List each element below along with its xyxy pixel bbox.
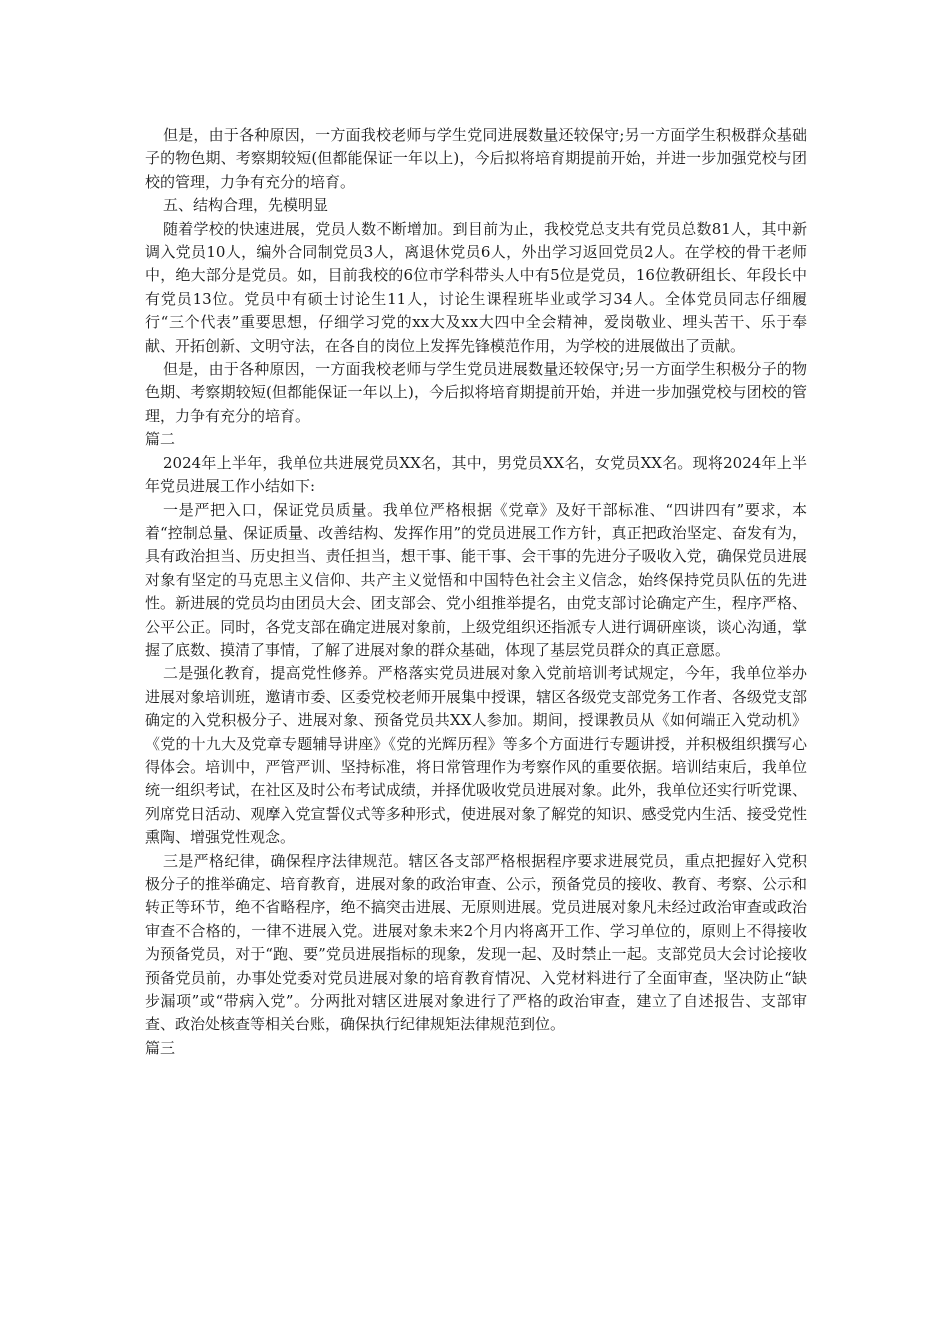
- paragraph: 二是强化教育，提高党性修养。严格落实党员进展对象入党前培训考试规定，今年，我单位举办进展对象培训班，邀请市委、区委党校老师开展集中授课，辖区各级党支部党务工作者、各级党支部确定的入党积极分子、进展对象、预备党员共XX人参加。期间，授课教员从《如何端正入党动机》《党的十九大及党章专题辅导讲座》《党的光辉历程》等多个方面进行专题讲授，并积极组织撰写心得体会。培训中，严管严训、坚持标准，将日常管理作为考察作风的重要依据。培训结束后，我单位统一组织考试，在社区及时公布考试成绩，并择优吸收党员进展对象。此外，我单位还实行听党课、列席党日活动、观摩入党宣誓仪式等多种形式，使进展对象了解党的知识、感受党内生活、接受党性熏陶、增强党性观念。: [145, 664, 807, 847]
- paragraph: 但是，由于各种原因，一方面我校老师与学生党同进展数量还较保守;另一方面学生积极群众基础子的物色期、考察期较短(但都能保证一年以上)，今后拟将培育期提前开始，并进一步加强党校与团校的管理，力争有充分的培育。: [145, 126, 807, 191]
- paragraph: 随着学校的快速进展，党员人数不断增加。到目前为止，我校党总支共有党员总数81人，其中新调入党员10人，编外合同制党员3人，离退休党员6人，外出学习返回党员2人。在学校的骨干老师中，绝大部分是党员。如，目前我校的6位市学科带头人中有5位是党员，16位教研组长、年段长中有党员13位。党员中有硕士讨论生11人，讨论生课程班毕业或学习34人。全体党员同志仔细履行“三个代表”重要思想，仔细学习党的xx大及xx大四中全会精神，爱岗敬业、埋头苦干、乐于奉献、开拓创新、文明守法，在各自的岗位上发挥先锋模范作用，为学校的进展做出了贡献。: [145, 219, 807, 355]
- section-heading-structure: 五、结构合理，先模明显: [163, 196, 329, 215]
- paragraph: 但是，由于各种原因，一方面我校老师与学生党员进展数量还较保守;另一方面学生积极分子的物色期、考察期较短(但都能保证一年以上)，今后拟将培育期提前开始，并进一步加强党校与团校的管理，力争有充分的培育。: [145, 360, 807, 425]
- paragraph: 三是严格纪律，确保程序法律规范。辖区各支部严格根据程序要求进展党员，重点把握好入党积极分子的推举确定、培育教育，进展对象的政治审查、公示，预备党员的接收、教育、考察、公示和转正等环节，绝不省略程序，绝不搞突击进展、无原则进展。党员进展对象凡未经过政治审查或政治审查不合格的，一律不进展入党。进展对象未来2个月内将离开工作、学习单位的，原则上不得接收为预备党员，对于“跑、要”党员进展指标的现象，发现一起、及时禁止一起。支部党员大会讨论接收预备党员前，办事处党委对党员进展对象的培育教育情况、入党材料进行了全面审查，坚决防止“缺步漏项”或“带病入党”。分两批对辖区进展对象进行了严格的政治审查，建立了自述报告、支部审查、政治处核查等相关台账，确保执行纪律规矩法律规范到位。: [145, 851, 807, 1034]
- document-body: [145, 124, 807, 1060]
- paragraph: 一是严把入口，保证党员质量。我单位严格根据《党章》及好干部标准、“四讲四有”要求，本着“控制总量、保证质量、改善结构、发挥作用”的党员进展工作方针，真正把政治坚定、奋发有为，具有政治担当、历史担当、责任担当，想干事、能干事、会干事的先进分子吸收入党，确保党员进展对象有坚定的马克思主义信仰、共产主义觉悟和中国特色社会主义信念，始终保持党员队伍的先进性。新进展的党员均由团员大会、团支部会、党小组推举提名，由党支部讨论确定产生，程序严格、公平公正。同时，各党支部在确定进展对象前，上级党组织还指派专人进行调研座谈，谈心沟通，掌握了底数、摸清了事情，了解了进展对象的群众基础，体现了基层党员群众的真正意愿。: [145, 500, 807, 659]
- paragraph: 2024年上半年，我单位共进展党员XX名，其中，男党员XX名，女党员XX名。现将2024年上半年党员进展工作小结如下:: [145, 453, 807, 496]
- part-two-heading: 篇二: [145, 430, 176, 449]
- part-three-heading: 篇三: [145, 1038, 176, 1057]
